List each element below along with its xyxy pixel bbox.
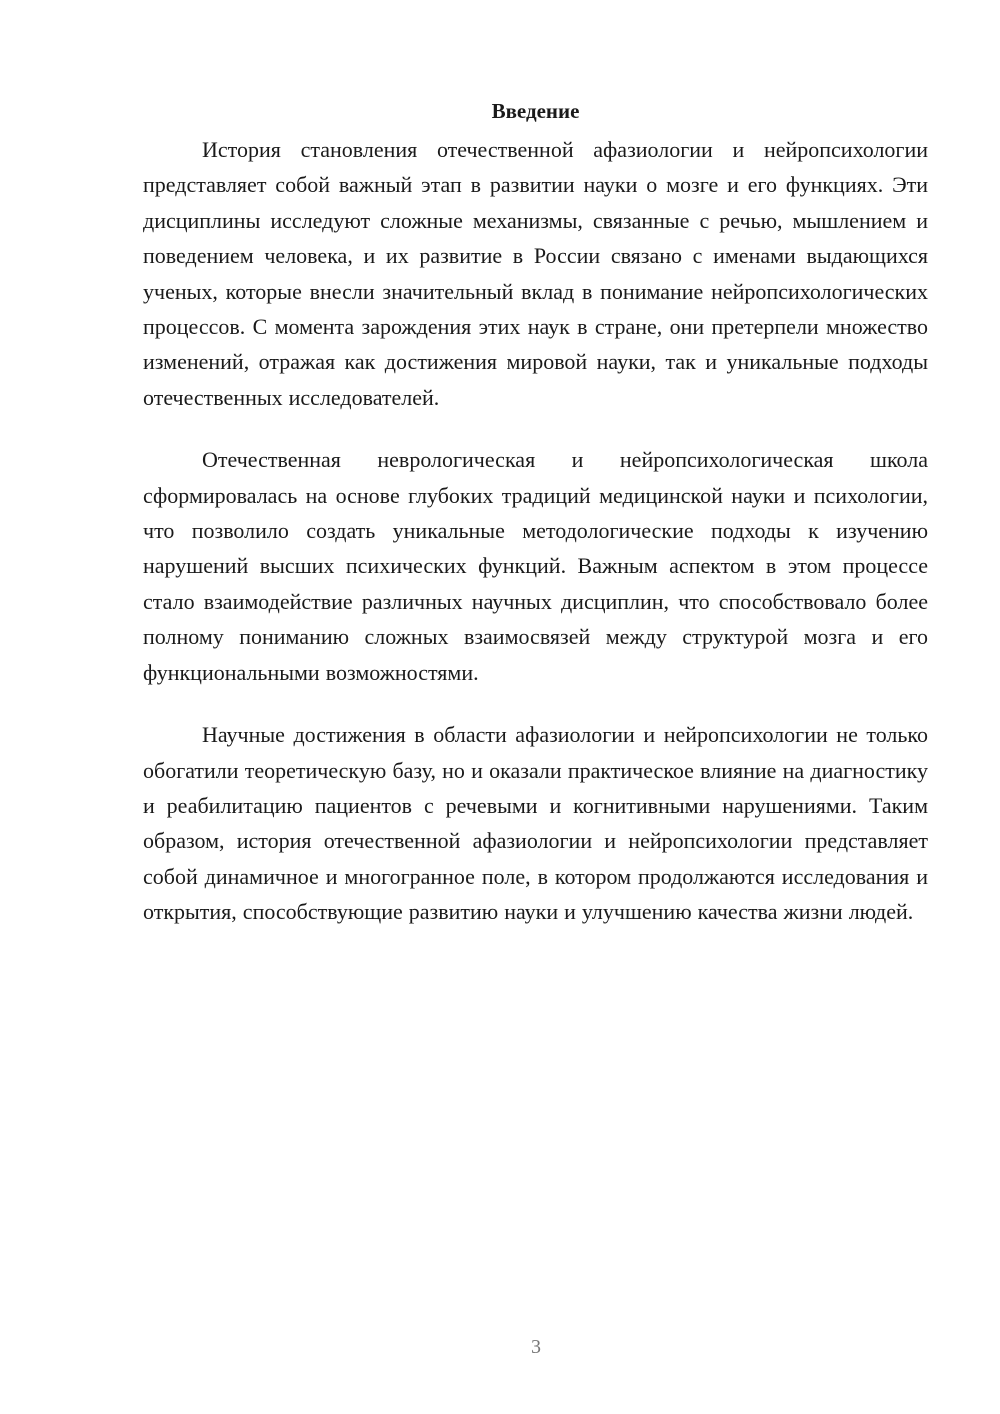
paragraph-3: Научные достижения в области афазиологии и нейропсихологии не только обогатили теоретическую базу, но и оказали практическое влияние на диагностику и реабилитацию пациентов с речевыми и когнитивными нарушениями. Таким образом, история отечественной афазиологии и нейропсихологии представляет собой динамичное и многогранное поле, в котором продолжаются исследования и открытия, способствующие развитию науки и улучшению качества жизни людей. xyxy=(143,722,928,925)
paragraph-1: История становления отечественной афазиологии и нейропсихологии представляет собой важный этап в развитии науки о мозге и его функциях. Эти дисциплины исследуют сложные механизмы, связанные с речью, мышлением и поведением человека, и их развитие в России связано с именами выдающихся ученых, которые внесли значительный вклад в понимание нейропсихологических процессов. С момента зарождения этих наук в стране, они претерпели множество изменений, отражая как достижения мировой науки, так и уникальные подходы отечественных исследователей. xyxy=(143,137,928,410)
page-number: 3 xyxy=(531,1336,541,1358)
document-body xyxy=(143,96,928,957)
section-heading: Введение xyxy=(491,99,580,123)
paragraph-2: Отечественная неврологическая и нейропсихологическая школа сформировалась на основе глубоких традиций медицинской науки и психологии, что позволило создать уникальные методологические подходы к изучению нарушений высших психических функций. Важным аспектом в этом процессе стало взаимодействие различных научных дисциплин, что способствовало более полному пониманию сложных взаимосвязей между структурой мозга и его функциональными возможностями. xyxy=(143,447,928,685)
